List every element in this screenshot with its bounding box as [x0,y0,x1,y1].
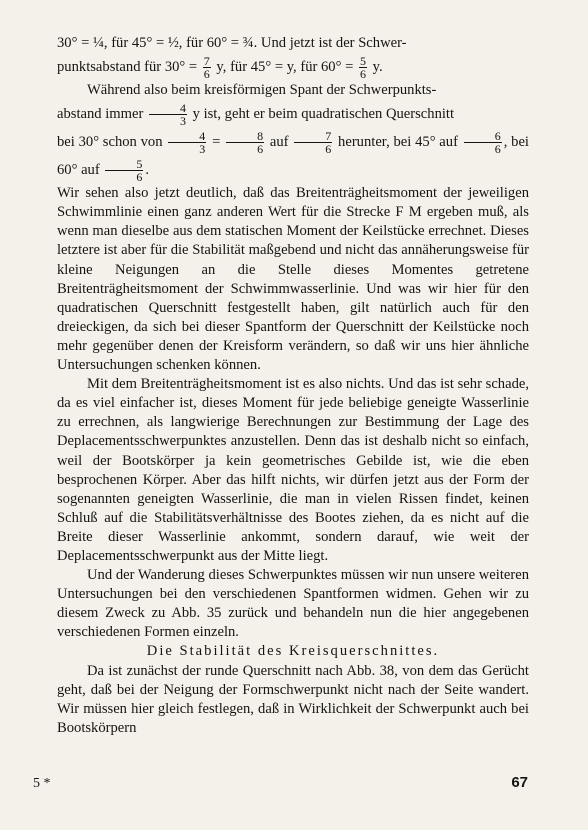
text-run: Wir sehen also jetzt deutlich, daß das Breitenträgheitsmoment der jeweiligen Schwimmlinie einen ganz anderen Wert für die Strecke F M ergeben muß, als wenn man dieselbe aus dem statischen Moment der Keilstücke errechnet. Dieses letztere ist aber für die Stabilität maßgebend und nicht das annäherungsweise für kleine Neigungen an die Stelle dieses Momentes getretene Breitenträgheitsmoment der Schwimmwasserlinie. Und was wir hier für den quadratischen Querschnitt festgestellt haben, gilt natürlich auch für den dreieckigen, da sich bei dieser Spantform der Querschnitt der Keilstücke noch mehr gegenüber denen der Kreisform verändern, so daß wir uns hier ähnliche Untersuchungen schenken können. [57,185,529,374]
fraction-denominator: 6 [203,67,210,82]
fraction-numerator: 4 [168,130,206,143]
fraction [149,102,187,127]
fraction-denominator: 6 [257,142,264,157]
fraction [168,130,206,155]
paragraph-2 [57,81,529,375]
fraction-numerator: 7 [203,54,210,69]
fraction-numerator: 8 [226,130,264,143]
text-run: , bei 60° auf [57,134,529,179]
text-run: y. [368,59,383,76]
text-run: Während also beim kreisförmigen Spant der Schwerpunkts- [87,82,437,99]
fraction [359,55,367,80]
section-heading: Die Stabilität des Kreisquerschnittes. [146,643,440,660]
signature-mark: 5 * [33,776,51,791]
fraction [464,130,502,155]
fraction-denominator: 3 [179,114,186,129]
fraction-numerator: 4 [149,102,187,115]
fraction-numerator: 5 [105,158,143,171]
body-text [57,34,529,738]
fraction [105,158,143,183]
text-run: punktsabstand für 30° = [57,59,201,76]
fraction-denominator: 6 [325,142,332,157]
fraction-denominator: 6 [494,142,501,157]
text-run: = [208,134,225,151]
text-run: y, für 45° = y, für 60° = [212,59,357,76]
fraction-numerator: 6 [464,130,502,143]
paragraph-4: Und der Wanderung dieses Schwerpunktes müssen wir nun unsere weiteren Untersuchungen bei den verschiedenen Spantformen widmen. Gehen wir zu diesem Zweck zu Abb. 35 zurück und behandeln nun die hier angegebenen verschiedenen Formen einzeln. [57,567,529,641]
fraction [294,130,332,155]
paragraph-1 [57,34,529,81]
fraction [203,55,211,80]
fraction-numerator: 7 [294,130,332,143]
text-run: bei 30° schon von [57,134,167,151]
text-run: y ist, geht er beim quadratischen Querschnitt [188,106,455,123]
text-run: 30° = ¼, für 45° = ½, für 60° = ¾. Und jetzt ist der Schwer- [57,35,407,51]
paragraph-5: Da ist zunächst der runde Querschnitt nach Abb. 38, von dem das Gerücht geht, daß bei der Neigung der Formschwerpunkt nicht nach der Seite wandert. Wir müssen hier gleich festlegen, daß in Wirklichkeit der Schwerpunkt auch bei Bootskörpern [57,662,529,736]
text-run: abstand immer [57,106,147,123]
text-run: auf [266,134,293,151]
page-number: 67 [511,774,528,791]
paragraph-3: Mit dem Breitenträgheitsmoment ist es also nichts. Und das ist sehr schade, da es viel einfacher ist, dieses Moment für jede beliebige geneigte Wasserlinie zu errechnen, als langwierige Berechnungen zur Bestimmung der Lage des Deplacementsschwerpunktes anzustellen. Denn das ist deshalb nicht so einfach, weil der Bootskörper ja kein geometrisches Gebilde ist, wie die eben besprochenen Körper. Aber das hilft nichts, wir dürfen jetzt aus der Form der sogenannten geneigten Wasserlinie, die man in vielen Rissen findet, keinen Schluß auf die Stabilitätsverhältnisse des Bootes ziehen, da es nicht auf die Breite dieser Wasserlinie ankommt, sondern darauf, wie weit der Deplacementsschwerpunkt aus der Mitte liegt. [57,376,529,564]
text-run: . [145,162,150,179]
fraction [226,130,264,155]
fraction-denominator: 6 [359,67,366,82]
text-run: herunter, bei 45° auf [334,134,462,151]
fraction-denominator: 6 [136,170,143,185]
fraction-denominator: 3 [199,142,206,157]
fraction-numerator: 5 [359,54,366,69]
